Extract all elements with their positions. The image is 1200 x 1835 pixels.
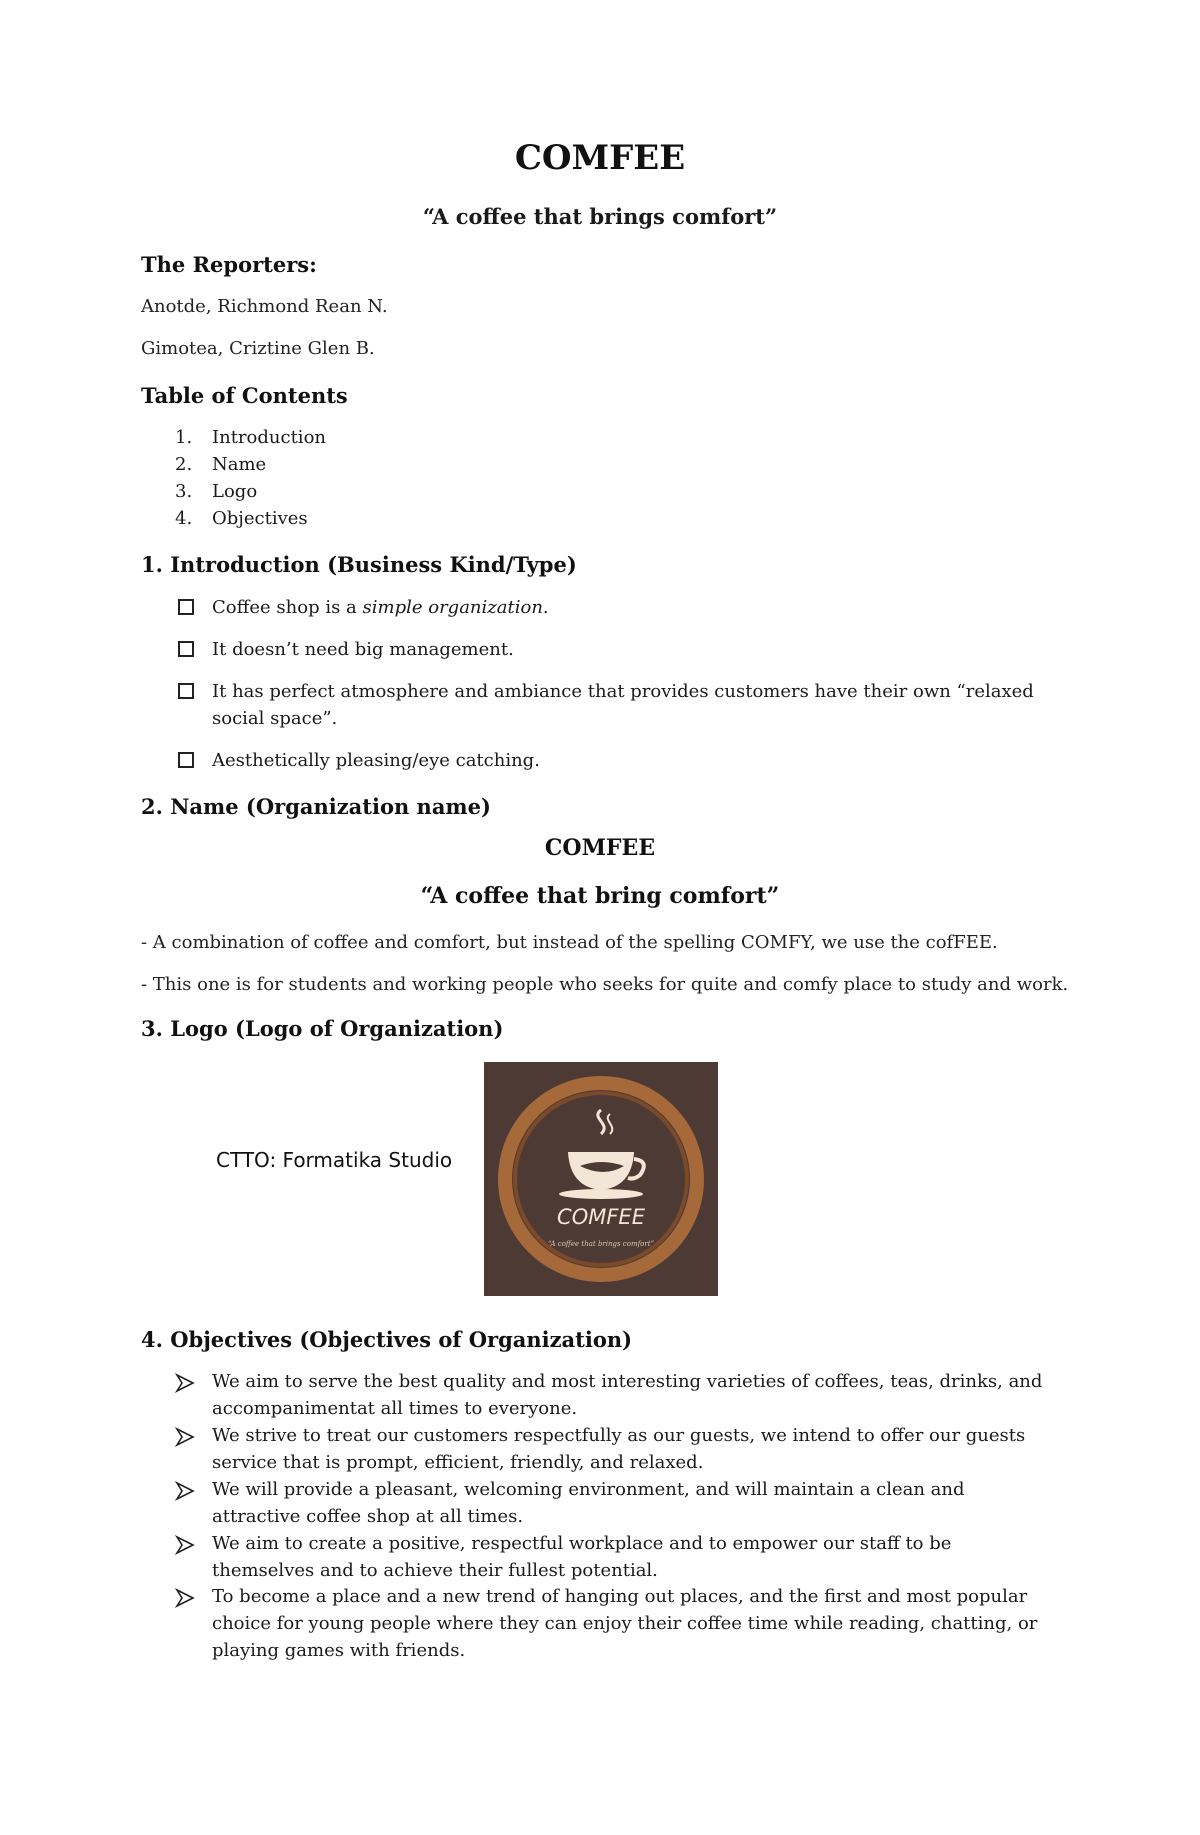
objective-item: We strive to treat our customers respectfully as our guests, we intend to offer our guests service that is prompt, efficient, friendly, and relaxed. xyxy=(212,1425,1026,1473)
document-tagline: “A coffee that brings comfort” xyxy=(422,204,778,229)
toc-item-name: Name xyxy=(212,454,267,475)
introduction-heading: 1. Introduction (Business Kind/Type) xyxy=(141,552,577,577)
introduction-bullet: Aesthetically pleasing/eye catching. xyxy=(212,750,540,771)
comfee-logo-image xyxy=(484,1062,718,1296)
objective-item: We aim to serve the best quality and most interesting varieties of coffees, teas, drinks, and accompanimentat all times to everyone. xyxy=(212,1371,1043,1419)
name-explanation: - A combination of coffee and comfort, but instead of the spelling COMFY, we use the cofFEE. xyxy=(141,932,998,953)
toc-item-number: 1. xyxy=(175,427,193,448)
logo-wordmark: COMFEE xyxy=(557,1205,645,1229)
introduction-bullet: Coffee shop is a simple organization. xyxy=(212,597,549,618)
logo-credit: CTTO: Formatika Studio xyxy=(216,1148,453,1172)
name-explanation: - This one is for students and working people who seeks for quite and comfy place to study and work. xyxy=(141,974,1069,995)
toc-item-number: 2. xyxy=(175,454,193,475)
objectives-heading: 4. Objectives (Objectives of Organization) xyxy=(141,1327,633,1352)
logo-subtext: “A coffee that brings comfort” xyxy=(547,1240,655,1248)
toc-item-number: 3. xyxy=(175,481,193,502)
document-title: COMFEE xyxy=(514,138,686,178)
name-section-heading: 2. Name (Organization name) xyxy=(141,794,491,819)
arrow-bullet-icon xyxy=(174,1587,196,1609)
toc-item-number: 4. xyxy=(175,508,193,529)
reporter-name: Gimotea, Criztine Glen B. xyxy=(141,338,375,359)
objective-item: We aim to create a positive, respectful workplace and to empower our staff to be themselves and to achieve their fullest potential. xyxy=(212,1533,952,1581)
introduction-bullet: It doesn’t need big management. xyxy=(212,639,514,660)
introduction-bullet: It has perfect atmosphere and ambiance that provides customers have their own “relaxed social space”. xyxy=(212,681,1034,729)
objective-item: We will provide a pleasant, welcoming environment, and will maintain a clean and attractive coffee shop at all times. xyxy=(212,1479,965,1527)
toc-heading: Table of Contents xyxy=(141,383,348,408)
reporter-name: Anotde, Richmond Rean N. xyxy=(141,296,388,317)
toc-item-objectives: Objectives xyxy=(212,508,308,529)
checkbox-bullet-icon xyxy=(178,683,194,699)
organization-tagline: “A coffee that bring comfort” xyxy=(420,883,780,909)
reporters-heading: The Reporters: xyxy=(141,252,317,277)
arrow-bullet-icon xyxy=(174,1426,196,1448)
arrow-bullet-icon xyxy=(174,1372,196,1394)
arrow-bullet-icon xyxy=(174,1534,196,1556)
objective-item: To become a place and a new trend of hanging out places, and the first and most popular choice for young people where they can enjoy their coffee time while reading, chatting, or playing games with friends. xyxy=(212,1586,1038,1661)
checkbox-bullet-icon xyxy=(178,752,194,768)
organization-name: COMFEE xyxy=(544,835,656,861)
checkbox-bullet-icon xyxy=(178,599,194,615)
toc-item-logo: Logo xyxy=(212,481,258,502)
checkbox-bullet-icon xyxy=(178,641,194,657)
arrow-bullet-icon xyxy=(174,1480,196,1502)
logo-section-heading: 3. Logo (Logo of Organization) xyxy=(141,1016,504,1041)
toc-item-introduction: Introduction xyxy=(212,427,326,448)
emphasis-text: simple organization xyxy=(362,597,543,618)
